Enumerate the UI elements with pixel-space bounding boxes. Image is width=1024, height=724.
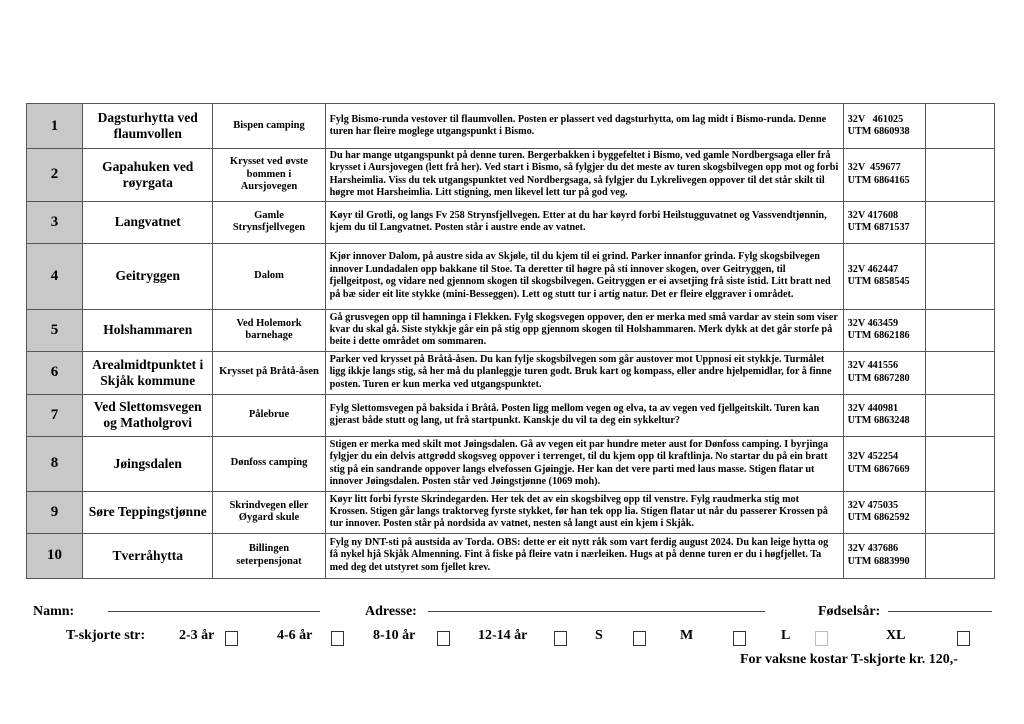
size-label-xl: XL	[886, 628, 906, 643]
size-label-2-3: 2-3 år	[179, 628, 215, 643]
route-start-point: Dønfoss camping	[213, 436, 325, 491]
route-blank-cell	[925, 149, 994, 202]
route-name: Gapahuken ved røyrgata	[83, 149, 213, 202]
address-line[interactable]	[428, 611, 765, 612]
route-utm-coordinates: 32V 437686 UTM 6883990	[843, 533, 925, 578]
route-row	[27, 533, 995, 578]
route-row	[27, 491, 995, 533]
route-start-point: Dalom	[213, 243, 325, 309]
route-row	[27, 201, 995, 243]
route-name: Søre Teppingstjønne	[83, 491, 213, 533]
route-name: Dagsturhytta ved flaumvollen	[83, 104, 213, 149]
route-number: 3	[27, 201, 83, 243]
route-description: Fylg Bismo-runda vestover til flaumvollen. Posten er plassert ved dagsturhytta, om lag midt i Bismo-runda. Denne turen har fleire moglege utgangspunkt i Bismo.	[325, 104, 843, 149]
route-number: 10	[27, 533, 83, 578]
route-blank-cell	[925, 436, 994, 491]
route-blank-cell	[925, 243, 994, 309]
route-row	[27, 243, 995, 309]
route-utm-coordinates: 32V 459677 UTM 6864165	[843, 149, 925, 202]
route-blank-cell	[925, 491, 994, 533]
route-description: Fylg ny DNT-sti på austsida av Torda. OBS: dette er eit nytt råk som vart ferdig august 2024. Du kan leige hytta og få nykel hjå Skjåk Almenning. Fint å fiske på fleire vatn i nærleiken. Hugs at på denne turen er du i høgfjellet. Ta med deg det utstyret som fjellet krev.	[325, 533, 843, 578]
route-name: Ved Slettomsvegen og Matholgrovi	[83, 394, 213, 436]
route-start-point: Krysset ved øvste bommen i Aursjovegen	[213, 149, 325, 202]
birthyear-label: Fødselsår:	[818, 604, 881, 619]
size-label-12-14: 12-14 år	[478, 628, 528, 643]
route-description: Parker ved krysset på Bråtå-åsen. Du kan fylje skogsbilvegen som går austover mot Uppnosi eit stykkje. Turmålet ligg ikkje langs stig, så her må du planleggje turen godt. Bruk kart og kompass, eller andre hjelpemidlar, for å finne posten. Turen er kun merka ved utgangspunktet.	[325, 351, 843, 394]
route-number: 9	[27, 491, 83, 533]
route-start-point: Bispen camping	[213, 104, 325, 149]
name-label: Namn:	[33, 604, 75, 619]
route-number: 2	[27, 149, 83, 202]
route-description: Kjør innover Dalom, på austre sida av Skjøle, til du kjem til ei grind. Parker innanfor grinda. Fylg skogsbilvegen innover Lundadalen opp bakkane til Stoe. Ta deretter til høgre på sti innover skogen, over Geitryggen, til fjellgeitpost, og vidare ned gjennom skogen til skogsbilvegen. Geitryggen er ei avsetjing frå siste istid. Litt bratt ned på bæ sider eit lite stykke (mini-Besseggen). Lett og stutt tur i artig natur. Det er fleire elggraver i området.	[325, 243, 843, 309]
birthyear-line[interactable]	[888, 611, 992, 612]
route-start-point: Ved Holemork barnehage	[213, 309, 325, 351]
size-label-s: S	[595, 628, 603, 643]
route-start-point: Skrindvegen eller Øygard skule	[213, 491, 325, 533]
route-blank-cell	[925, 394, 994, 436]
route-description: Fylg Slettomsvegen på baksida i Bråtå. Posten ligg mellom vegen og elva, ta av vegen ved fjellgeitskilt. Turen kan gjerast både stutt og lang, ut frå startpunkt. Kanskje du vil ta deg ein sykkeltur?	[325, 394, 843, 436]
tshirt-label: T-skjorte str:	[66, 628, 146, 643]
route-start-point: Gamle Strynsfjellvegen	[213, 201, 325, 243]
route-number: 4	[27, 243, 83, 309]
route-name: Tverråhytta	[83, 533, 213, 578]
route-number: 5	[27, 309, 83, 351]
size-checkbox-l[interactable]	[815, 631, 828, 646]
route-blank-cell	[925, 533, 994, 578]
route-utm-coordinates: 32V 461025 UTM 6860938	[843, 104, 925, 149]
route-utm-coordinates: 32V 440981 UTM 6863248	[843, 394, 925, 436]
route-row	[27, 104, 995, 149]
route-row	[27, 149, 995, 202]
route-utm-coordinates: 32V 452254 UTM 6867669	[843, 436, 925, 491]
size-checkbox-4-6[interactable]	[331, 631, 344, 646]
size-label-l: L	[781, 628, 791, 643]
route-description: Stigen er merka med skilt mot Jøingsdalen. Gå av vegen eit par hundre meter aust for Dønfoss camping. I byrjinga fylgjer du ein delvis attgrødd skogsveg oppover i terrenget, til du kjem opp til kraftlinja. No startar du på ein bratt stig på ein sandrande oppover langs elvefossen Gjøingje. Her kan det vere parti med laus masse. Stigen flatar ut innover Jøingsdalen. Posten står ved Jøingstjønne (1069 moh).	[325, 436, 843, 491]
route-utm-coordinates: 32V 417608 UTM 6871537	[843, 201, 925, 243]
route-start-point: Krysset på Bråtå-åsen	[213, 351, 325, 394]
route-name: Geitryggen	[83, 243, 213, 309]
adult-price-note: For vaksne kostar T-skjorte kr. 120,-	[740, 652, 958, 667]
address-label: Adresse:	[365, 604, 417, 619]
route-row	[27, 436, 995, 491]
route-name: Arealmidtpunktet i Skjåk kommune	[83, 351, 213, 394]
size-checkbox-2-3[interactable]	[225, 631, 238, 646]
size-label-4-6: 4-6 år	[277, 628, 313, 643]
route-blank-cell	[925, 104, 994, 149]
route-description: Du har mange utgangspunkt på denne turen. Bergerbakken i byggefeltet i Bismo, ved gamle Nordbergsaga eller frå krysset i Aursjovegen (lett frå her). Ved start i Bismo, så fylgjer du det meste av turen skogsbilvegen opp mot og forbi Harsheimlia. Viss du tek utgangspunktet ved Nordbergsaga, så fylgjer du Lykrelivegen oppover til det står skilt til høgre mot Harsheimlia. Litt stigning, men likevel lett tur på god veg.	[325, 149, 843, 202]
route-blank-cell	[925, 309, 994, 351]
route-start-point: Billingen seterpensjonat	[213, 533, 325, 578]
route-utm-coordinates: 32V 441556 UTM 6867280	[843, 351, 925, 394]
size-checkbox-m[interactable]	[733, 631, 746, 646]
route-blank-cell	[925, 351, 994, 394]
route-description: Køyr til Grotli, og langs Fv 258 Strynsfjellvegen. Etter at du har køyrd forbi Heilstugguvatnet og Vassvendtjønnin, kjem du til Langvatnet. Posten står i austre ende av vatnet.	[325, 201, 843, 243]
size-checkbox-xl[interactable]	[957, 631, 970, 646]
route-number: 8	[27, 436, 83, 491]
route-utm-coordinates: 32V 463459 UTM 6862186	[843, 309, 925, 351]
route-row	[27, 309, 995, 351]
name-line[interactable]	[108, 611, 320, 612]
size-checkbox-s[interactable]	[633, 631, 646, 646]
route-utm-coordinates: 32V 462447 UTM 6858545	[843, 243, 925, 309]
route-utm-coordinates: 32V 475035 UTM 6862592	[843, 491, 925, 533]
route-number: 6	[27, 351, 83, 394]
size-checkbox-12-14[interactable]	[554, 631, 567, 646]
route-name: Jøingsdalen	[83, 436, 213, 491]
route-name: Langvatnet	[83, 201, 213, 243]
routes-table	[26, 103, 995, 579]
route-row	[27, 351, 995, 394]
route-number: 7	[27, 394, 83, 436]
size-checkbox-8-10[interactable]	[437, 631, 450, 646]
route-row	[27, 394, 995, 436]
route-blank-cell	[925, 201, 994, 243]
route-number: 1	[27, 104, 83, 149]
route-description: Gå grusvegen opp til hamninga i Flekken. Fylg skogsvegen oppover, den er merka med små vardar av stein som viser kvar du skal gå. Siste stykkje går ein på stig opp gjennom skogen til Holshammaren. Merk dykk at det går storfe på beite i dette området om sommaren.	[325, 309, 843, 351]
route-description: Køyr litt forbi fyrste Skrindegarden. Her tek det av ein skogsbilveg opp til venstre. Fylg raudmerka stig mot Krossen. Stigen går langs traktorveg fyrste stykket, før han tek opp lia. Stigen flatar ut når du passerer Krossen på tur innover. Posten står på nordsida av vatnet, nesten så langt aust ein kjem i Skjåk.	[325, 491, 843, 533]
route-name: Holshammaren	[83, 309, 213, 351]
route-start-point: Pålebrue	[213, 394, 325, 436]
size-label-8-10: 8-10 år	[373, 628, 416, 643]
size-label-m: M	[680, 628, 694, 643]
